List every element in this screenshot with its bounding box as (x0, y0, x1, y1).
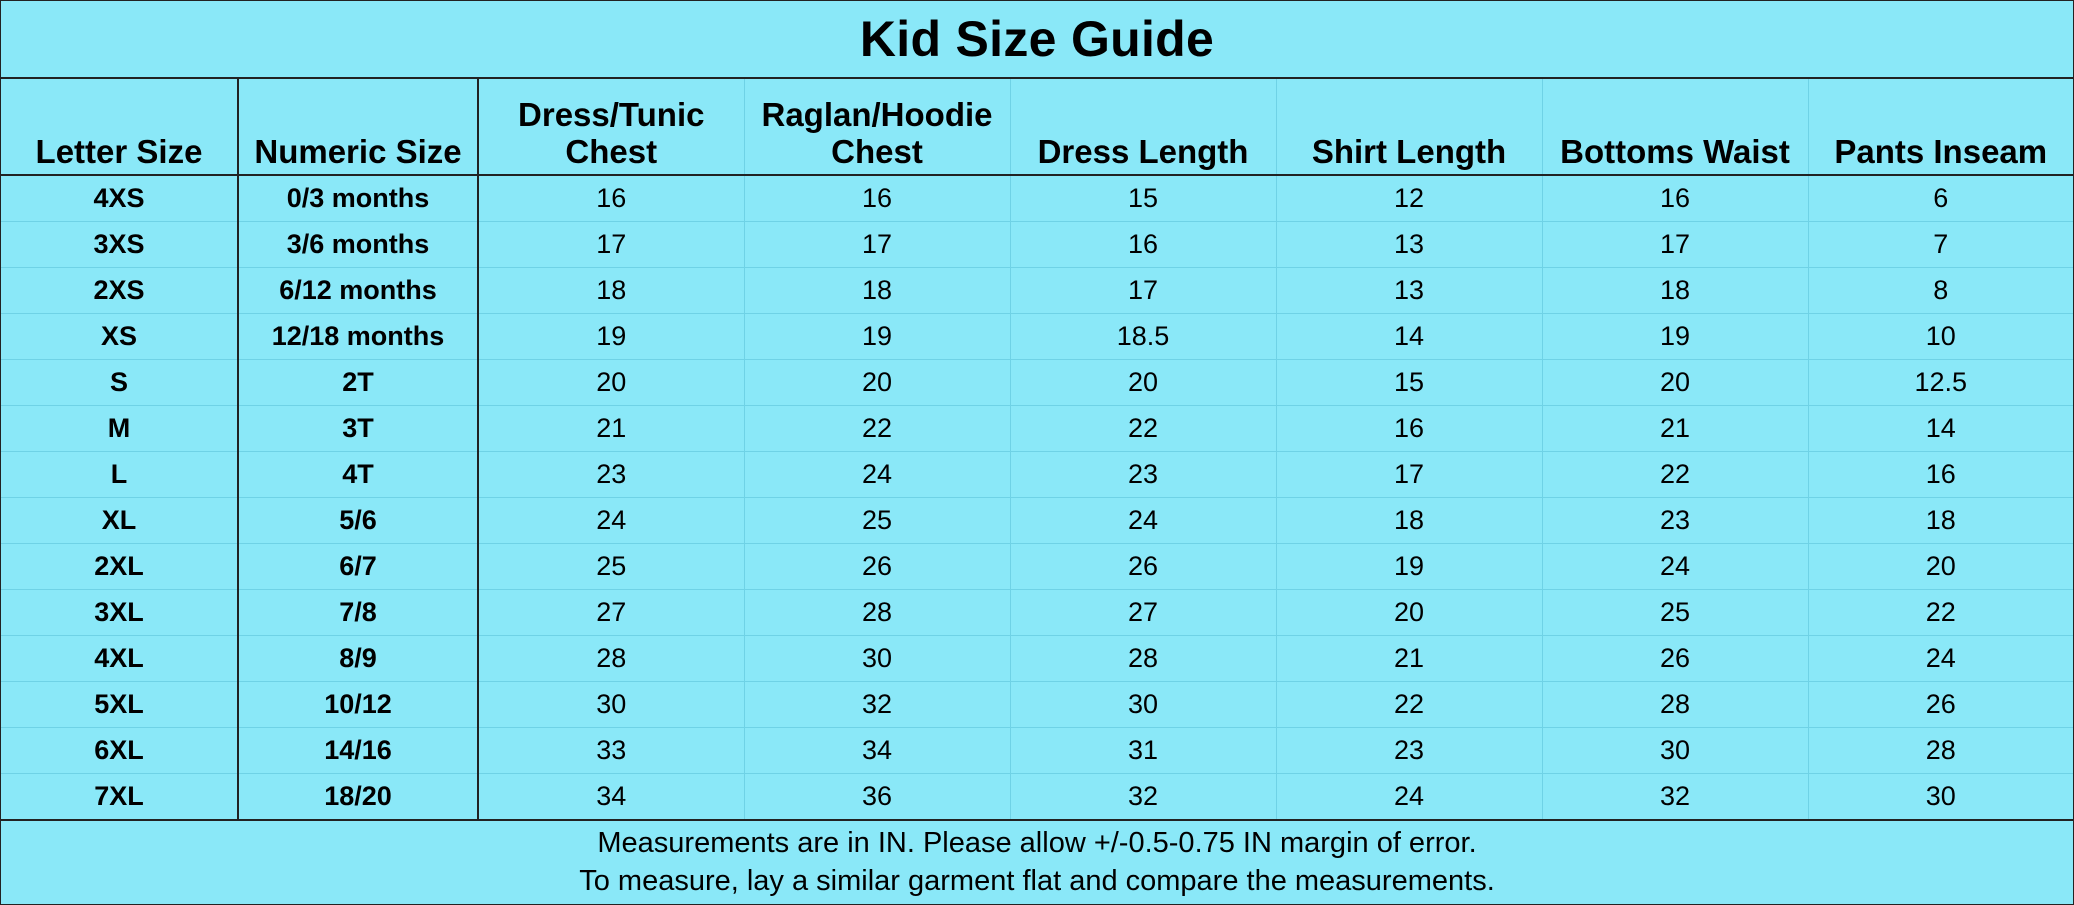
table-row (1, 406, 2073, 452)
cell-numeric-size: 10/12 (238, 682, 478, 728)
cell-dress-length: 27 (1010, 590, 1276, 636)
cell-dress-length: 20 (1010, 360, 1276, 406)
cell-letter-size: 2XL (1, 544, 238, 590)
cell-shirt-length: 12 (1276, 175, 1542, 222)
cell-raglan-hoodie-chest: 25 (744, 498, 1010, 544)
table-header (1, 79, 2073, 175)
cell-bottoms-waist: 28 (1542, 682, 1808, 728)
cell-raglan-hoodie-chest: 32 (744, 682, 1010, 728)
cell-dress-tunic-chest: 24 (478, 498, 744, 544)
cell-bottoms-waist: 18 (1542, 268, 1808, 314)
cell-bottoms-waist: 23 (1542, 498, 1808, 544)
cell-numeric-size: 3T (238, 406, 478, 452)
table-row (1, 774, 2073, 821)
cell-dress-tunic-chest: 17 (478, 222, 744, 268)
cell-shirt-length: 19 (1276, 544, 1542, 590)
cell-letter-size: 4XL (1, 636, 238, 682)
title-bar (1, 1, 2073, 79)
header-line: Numeric Size (254, 133, 462, 170)
cell-shirt-length: 16 (1276, 406, 1542, 452)
cell-dress-length: 18.5 (1010, 314, 1276, 360)
cell-pants-inseam: 16 (1808, 452, 2073, 498)
cell-shirt-length: 23 (1276, 728, 1542, 774)
cell-pants-inseam: 26 (1808, 682, 2073, 728)
cell-dress-tunic-chest: 21 (478, 406, 744, 452)
table-row (1, 636, 2073, 682)
cell-numeric-size: 5/6 (238, 498, 478, 544)
cell-pants-inseam: 10 (1808, 314, 2073, 360)
cell-dress-tunic-chest: 18 (478, 268, 744, 314)
cell-dress-length: 30 (1010, 682, 1276, 728)
cell-raglan-hoodie-chest: 26 (744, 544, 1010, 590)
header-pants-inseam (1808, 79, 2073, 175)
cell-bottoms-waist: 16 (1542, 175, 1808, 222)
cell-letter-size: XL (1, 498, 238, 544)
header-bottoms-waist (1542, 79, 1808, 175)
cell-letter-size: L (1, 452, 238, 498)
cell-dress-tunic-chest: 34 (478, 774, 744, 821)
cell-numeric-size: 2T (238, 360, 478, 406)
cell-shirt-length: 13 (1276, 222, 1542, 268)
cell-numeric-size: 14/16 (238, 728, 478, 774)
cell-pants-inseam: 8 (1808, 268, 2073, 314)
cell-letter-size: XS (1, 314, 238, 360)
cell-bottoms-waist: 25 (1542, 590, 1808, 636)
cell-dress-tunic-chest: 30 (478, 682, 744, 728)
cell-raglan-hoodie-chest: 28 (744, 590, 1010, 636)
page-title: Kid Size Guide (859, 11, 1215, 67)
header-raglan-hoodie-chest (744, 79, 1010, 175)
footnote-line-instructions: To measure, lay a similar garment flat and compare the measurements. (579, 865, 1495, 897)
cell-numeric-size: 18/20 (238, 774, 478, 821)
header-line: Pants Inseam (1834, 133, 2048, 170)
cell-numeric-size: 3/6 months (238, 222, 478, 268)
cell-numeric-size: 7/8 (238, 590, 478, 636)
cell-dress-length: 28 (1010, 636, 1276, 682)
cell-dress-tunic-chest: 20 (478, 360, 744, 406)
cell-dress-tunic-chest: 19 (478, 314, 744, 360)
cell-raglan-hoodie-chest: 22 (744, 406, 1010, 452)
cell-pants-inseam: 20 (1808, 544, 2073, 590)
cell-dress-length: 32 (1010, 774, 1276, 821)
cell-dress-length: 26 (1010, 544, 1276, 590)
cell-dress-tunic-chest: 27 (478, 590, 744, 636)
table-row (1, 682, 2073, 728)
cell-dress-tunic-chest: 25 (478, 544, 744, 590)
cell-pants-inseam: 24 (1808, 636, 2073, 682)
cell-dress-length: 16 (1010, 222, 1276, 268)
cell-letter-size: 5XL (1, 682, 238, 728)
footnote-line-units: Measurements are in IN. Please allow +/-0.5-0.75 IN margin of error. (597, 827, 1477, 859)
cell-bottoms-waist: 20 (1542, 360, 1808, 406)
footnote (1, 821, 2073, 900)
header-row (1, 79, 2073, 175)
cell-numeric-size: 0/3 months (238, 175, 478, 222)
table-row (1, 544, 2073, 590)
cell-raglan-hoodie-chest: 34 (744, 728, 1010, 774)
cell-bottoms-waist: 17 (1542, 222, 1808, 268)
cell-raglan-hoodie-chest: 16 (744, 175, 1010, 222)
cell-dress-length: 24 (1010, 498, 1276, 544)
cell-shirt-length: 13 (1276, 268, 1542, 314)
cell-dress-tunic-chest: 16 (478, 175, 744, 222)
header-line: Dress/Tunic (518, 96, 705, 133)
table-body (1, 175, 2073, 820)
cell-dress-length: 22 (1010, 406, 1276, 452)
cell-letter-size: S (1, 360, 238, 406)
header-shirt-length (1276, 79, 1542, 175)
cell-dress-length: 17 (1010, 268, 1276, 314)
cell-numeric-size: 6/7 (238, 544, 478, 590)
cell-dress-length: 23 (1010, 452, 1276, 498)
cell-numeric-size: 12/18 months (238, 314, 478, 360)
cell-pants-inseam: 28 (1808, 728, 2073, 774)
cell-shirt-length: 17 (1276, 452, 1542, 498)
cell-raglan-hoodie-chest: 36 (744, 774, 1010, 821)
cell-shirt-length: 14 (1276, 314, 1542, 360)
cell-letter-size: 6XL (1, 728, 238, 774)
table-row (1, 728, 2073, 774)
table-row (1, 498, 2073, 544)
cell-bottoms-waist: 32 (1542, 774, 1808, 821)
cell-shirt-length: 22 (1276, 682, 1542, 728)
cell-bottoms-waist: 30 (1542, 728, 1808, 774)
cell-bottoms-waist: 19 (1542, 314, 1808, 360)
header-letter-size (1, 79, 238, 175)
cell-shirt-length: 20 (1276, 590, 1542, 636)
cell-letter-size: 3XL (1, 590, 238, 636)
header-line: Dress Length (1037, 133, 1249, 170)
cell-shirt-length: 18 (1276, 498, 1542, 544)
table-row (1, 360, 2073, 406)
cell-pants-inseam: 30 (1808, 774, 2073, 821)
cell-numeric-size: 6/12 months (238, 268, 478, 314)
cell-raglan-hoodie-chest: 30 (744, 636, 1010, 682)
header-line: Raglan/Hoodie (761, 96, 993, 133)
cell-pants-inseam: 12.5 (1808, 360, 2073, 406)
cell-pants-inseam: 18 (1808, 498, 2073, 544)
cell-raglan-hoodie-chest: 24 (744, 452, 1010, 498)
cell-pants-inseam: 14 (1808, 406, 2073, 452)
table-row (1, 590, 2073, 636)
cell-raglan-hoodie-chest: 20 (744, 360, 1010, 406)
cell-shirt-length: 24 (1276, 774, 1542, 821)
header-dress-length (1010, 79, 1276, 175)
cell-dress-tunic-chest: 28 (478, 636, 744, 682)
cell-letter-size: M (1, 406, 238, 452)
cell-raglan-hoodie-chest: 17 (744, 222, 1010, 268)
size-table (1, 79, 2073, 821)
cell-pants-inseam: 7 (1808, 222, 2073, 268)
cell-raglan-hoodie-chest: 18 (744, 268, 1010, 314)
cell-letter-size: 7XL (1, 774, 238, 821)
table-row (1, 452, 2073, 498)
header-line: Chest (565, 133, 658, 170)
table-row (1, 314, 2073, 360)
cell-numeric-size: 8/9 (238, 636, 478, 682)
header-line: Shirt Length (1311, 133, 1507, 170)
cell-dress-tunic-chest: 23 (478, 452, 744, 498)
cell-pants-inseam: 22 (1808, 590, 2073, 636)
cell-raglan-hoodie-chest: 19 (744, 314, 1010, 360)
cell-shirt-length: 21 (1276, 636, 1542, 682)
cell-bottoms-waist: 26 (1542, 636, 1808, 682)
table-row (1, 268, 2073, 314)
header-line: Letter Size (35, 133, 203, 170)
header-dress-tunic-chest (478, 79, 744, 175)
cell-bottoms-waist: 21 (1542, 406, 1808, 452)
cell-shirt-length: 15 (1276, 360, 1542, 406)
cell-letter-size: 2XS (1, 268, 238, 314)
table-row (1, 222, 2073, 268)
header-line: Bottoms Waist (1560, 133, 1790, 170)
cell-dress-length: 15 (1010, 175, 1276, 222)
cell-dress-tunic-chest: 33 (478, 728, 744, 774)
cell-letter-size: 3XS (1, 222, 238, 268)
cell-letter-size: 4XS (1, 175, 238, 222)
header-numeric-size (238, 79, 478, 175)
cell-dress-length: 31 (1010, 728, 1276, 774)
cell-bottoms-waist: 24 (1542, 544, 1808, 590)
cell-numeric-size: 4T (238, 452, 478, 498)
header-line: Chest (831, 133, 923, 170)
cell-pants-inseam: 6 (1808, 175, 2073, 222)
table-row (1, 175, 2073, 222)
cell-bottoms-waist: 22 (1542, 452, 1808, 498)
